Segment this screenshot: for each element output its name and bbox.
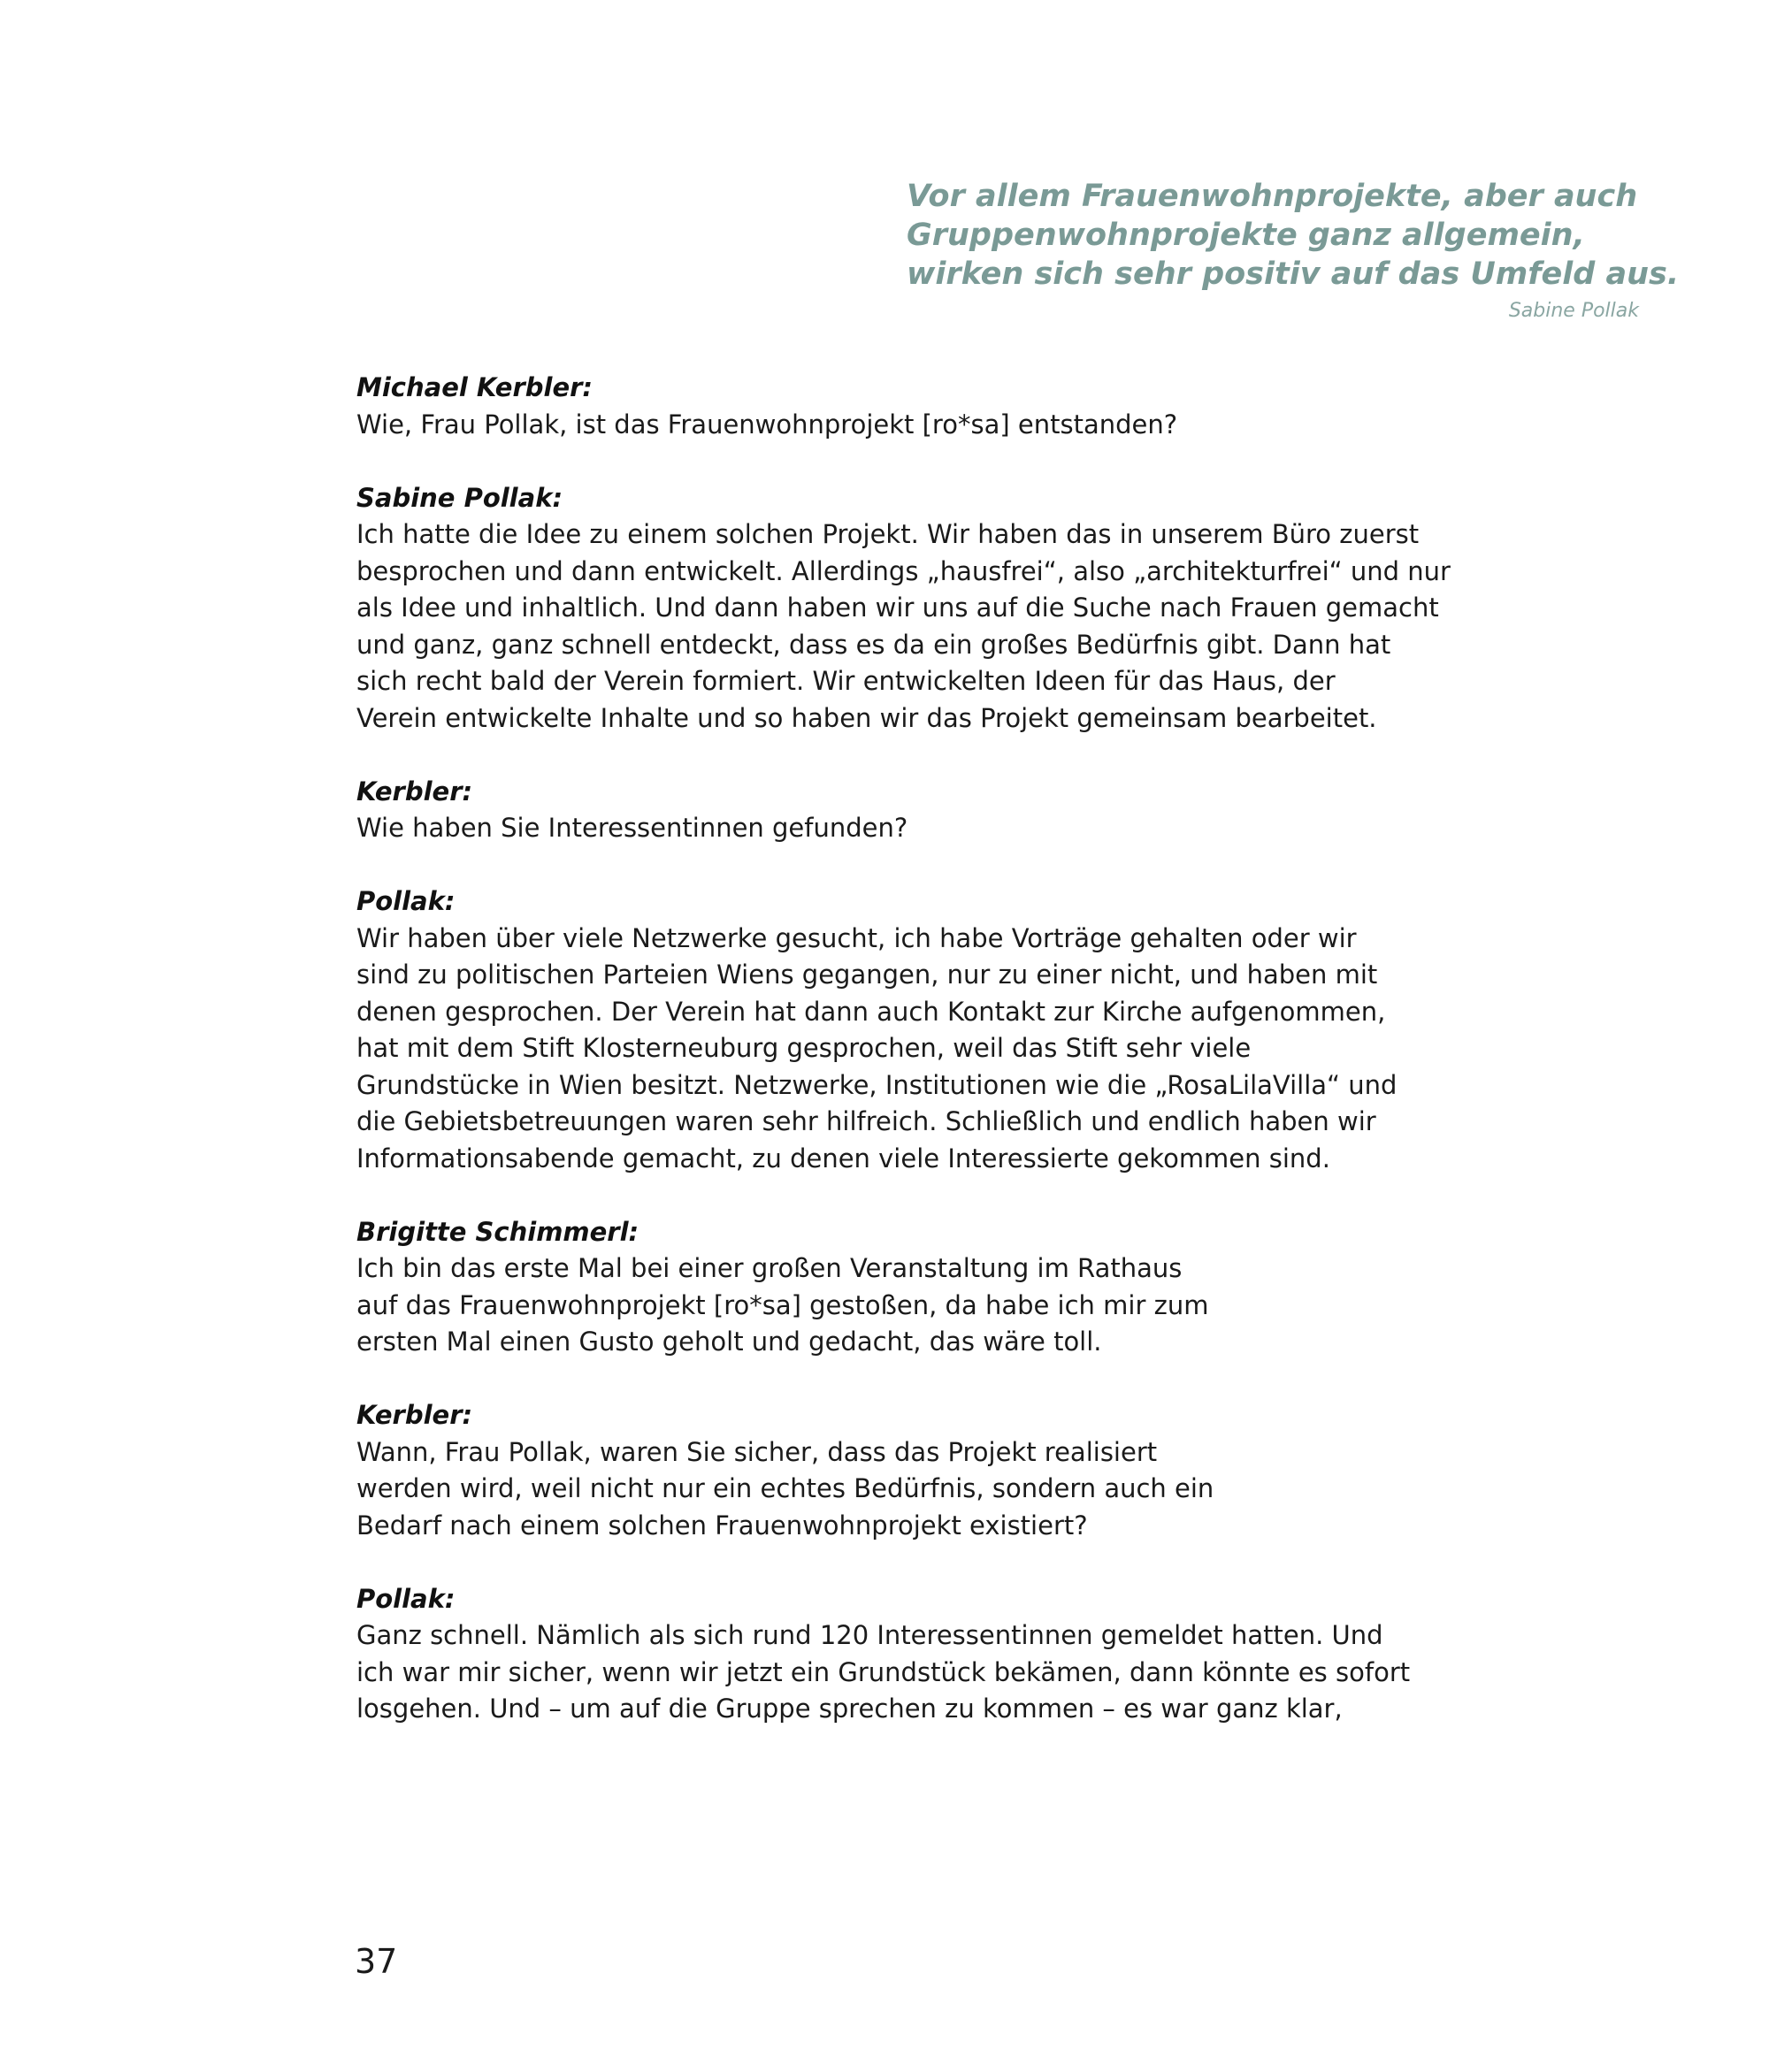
speech-line: losgehen. Und – um auf die Gruppe sprechen zu kommen – es war ganz klar, xyxy=(356,1694,1343,1724)
speech-line: besprochen und dann entwickelt. Allerdings „hausfrei“, also „architekturfrei“ und nur xyxy=(356,555,1451,586)
speech-line: ich war mir sicher, wenn wir jetzt ein Grundstück bekämen, dann könnte es sofort xyxy=(356,1656,1411,1687)
dialogue-block xyxy=(356,1397,1506,1544)
pull-quote xyxy=(907,177,1680,325)
speech-text xyxy=(356,810,1506,847)
pull-quote-line: Vor allem Frauenwohnprojekte, aber auch xyxy=(907,179,1638,214)
page-number: 37 xyxy=(355,1942,398,1981)
pull-quote-line: Gruppenwohnprojekte ganz allgemein, xyxy=(907,218,1585,253)
speech-line: Ich hatte die Idee zu einem solchen Projekt. Wir haben das in unserem Büro zuerst xyxy=(356,519,1420,549)
speech-line: ersten Mal einen Gusto geholt und gedacht, das wäre toll. xyxy=(356,1327,1102,1357)
speech-line: Wie haben Sie Interessentinnen gefunden? xyxy=(356,813,908,843)
speech-line: die Gebietsbetreuungen waren sehr hilfreich. Schließlich und endlich haben wir xyxy=(356,1106,1376,1136)
speech-line: Informationsabende gemacht, zu denen viele Interessierte gekommen sind. xyxy=(356,1143,1330,1174)
speech-text xyxy=(356,921,1506,1178)
speech-line: Wie, Frau Pollak, ist das Frauenwohnprojekt [ro*sa] entstanden? xyxy=(356,409,1178,440)
dialogue-block xyxy=(356,480,1506,738)
dialogue-block xyxy=(356,774,1506,847)
speech-line: sind zu politischen Parteien Wiens gegangen, nur zu einer nicht, und haben mit xyxy=(356,960,1378,990)
speech-line: sich recht bald der Verein formiert. Wir entwickelten Ideen für das Haus, der xyxy=(356,666,1336,696)
interview-text xyxy=(356,370,1506,1764)
speaker-name: Kerbler: xyxy=(356,1400,473,1430)
speaker-name: Brigitte Schimmerl: xyxy=(356,1216,639,1247)
speaker-name: Kerbler: xyxy=(356,776,473,807)
speech-line: Verein entwickelte Inhalte und so haben wir das Projekt gemeinsam bearbeitet. xyxy=(356,702,1377,733)
speaker-name: Michael Kerbler: xyxy=(356,372,593,402)
speech-line: auf das Frauenwohnprojekt [ro*sa] gestoßen, da habe ich mir zum xyxy=(356,1289,1209,1320)
speaker-name: Pollak: xyxy=(356,1583,456,1614)
speech-line: Bedarf nach einem solchen Frauenwohnprojekt existiert? xyxy=(356,1510,1088,1541)
speech-line: werden wird, weil nicht nur ein echtes Bedürfnis, sondern auch ein xyxy=(356,1473,1214,1503)
speech-line: als Idee und inhaltlich. Und dann haben wir uns auf die Suche nach Frauen gemacht xyxy=(356,593,1439,623)
pull-quote-line: wirken sich sehr positiv auf das Umfeld aus. xyxy=(907,256,1680,292)
speech-line: Wir haben über viele Netzwerke gesucht, ich habe Vorträge gehalten oder wir xyxy=(356,922,1357,953)
pull-quote-attribution: Sabine Pollak xyxy=(1508,300,1639,322)
speech-line: und ganz, ganz schnell entdeckt, dass es da ein großes Bedürfnis gibt. Dann hat xyxy=(356,629,1391,660)
speech-line: hat mit dem Stift Klosterneuburg gesprochen, weil das Stift sehr viele xyxy=(356,1033,1252,1063)
speech-line: Ganz schnell. Nämlich als sich rund 120 Interessentinnen gemeldet hatten. Und xyxy=(356,1620,1383,1650)
speaker-name: Pollak: xyxy=(356,886,456,916)
speech-line: Ich bin das erste Mal bei einer großen Veranstaltung im Rathaus xyxy=(356,1253,1183,1283)
speech-text xyxy=(356,516,1506,737)
dialogue-block xyxy=(356,1214,1506,1361)
speech-text xyxy=(356,1250,1506,1361)
speaker-name: Sabine Pollak: xyxy=(356,482,563,513)
speech-line: Wann, Frau Pollak, waren Sie sicher, dass das Projekt realisiert xyxy=(356,1436,1158,1467)
speech-line: Grundstücke in Wien besitzt. Netzwerke, Institutionen wie die „RosaLilaVilla“ und xyxy=(356,1069,1398,1100)
speech-text xyxy=(356,1434,1506,1545)
speech-line: denen gesprochen. Der Verein hat dann auch Kontakt zur Kirche aufgenommen, xyxy=(356,996,1386,1027)
dialogue-block xyxy=(356,1581,1506,1728)
speech-text xyxy=(356,1617,1506,1728)
dialogue-block xyxy=(356,370,1506,443)
dialogue-block xyxy=(356,883,1506,1177)
speech-text xyxy=(356,407,1506,444)
